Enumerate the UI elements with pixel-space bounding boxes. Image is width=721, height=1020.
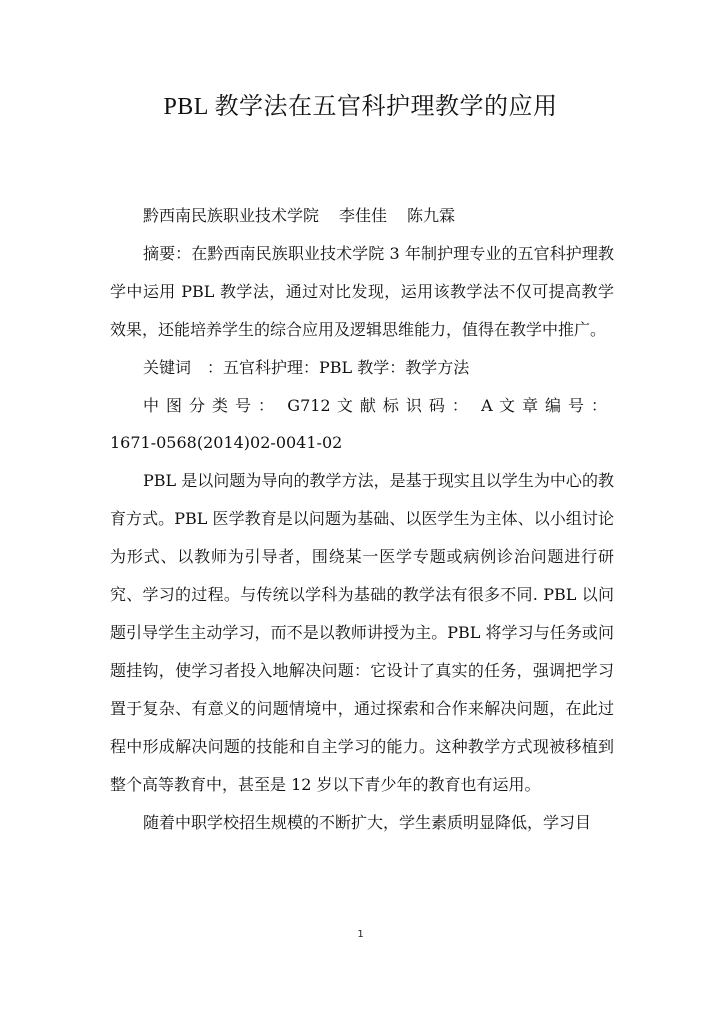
document-title: PBL 教学法在五官科护理教学的应用: [163, 94, 558, 120]
affiliation-line: [110, 197, 614, 235]
document-body: [110, 197, 614, 841]
clc-label: 中图分类号：: [143, 395, 282, 415]
doc-code-value: A: [481, 395, 493, 415]
article-number: 1671-0568(2014)02-0041-02: [110, 433, 343, 453]
author-1: 李佳佳: [339, 206, 388, 225]
abstract: [110, 235, 614, 349]
page-number: 1: [357, 929, 364, 940]
abstract-text: 在黔西南民族职业技术学院 3 年制护理专业的五官科护理教学中运用 PBL 教学法，通过对比发现，运用该教学法不仅可提高教学效果，还能培养学生的综合应用及逻辑思维能力，值得在教学中推广。: [110, 243, 614, 339]
keywords: [110, 349, 614, 387]
keywords-label: 关键词 ：: [143, 357, 224, 377]
body-paragraph-1: PBL 是以问题为导向的教学方法，是基于现实且以学生为中心的教育方式。PBL 医学教育是以问题为基础、以医学生为主体、以小组讨论为形式、以教师为引导者，围绕某一医学专题或病例诊治问题进行研究、学习的过程。与传统以学科为基础的教学法有很多不同. PBL 以问题引导学生主动学习，而不是以教师讲授为主。PBL 将学习与任务或问题挂钩，使学习者投入地解决问题：它设计了真实的任务，强调把学习置于复杂、有意义的问题情境中，通过探索和合作来解决问题，在此过程中形成解决问题的技能和自主学习的能力。这种教学方式现被移植到整个高等教育中，甚至是 12 岁以下青少年的教育也有运用。: [110, 471, 614, 794]
body-paragraph-2: 随着中职学校招生规模的不断扩大，学生素质明显降低，学习目: [143, 812, 592, 832]
keywords-text: 五官科护理：PBL 教学：教学方法: [223, 357, 470, 377]
institution: 黔西南民族职业技术学院: [143, 206, 320, 225]
classification-line: [110, 387, 614, 425]
doc-code-label: 文献标识码：: [336, 395, 475, 415]
article-no-label: 文章编号：: [498, 395, 614, 415]
clc-value: G712: [287, 395, 331, 415]
abstract-label: 摘要：: [143, 243, 192, 263]
author-2: 陈九霖: [407, 206, 456, 225]
